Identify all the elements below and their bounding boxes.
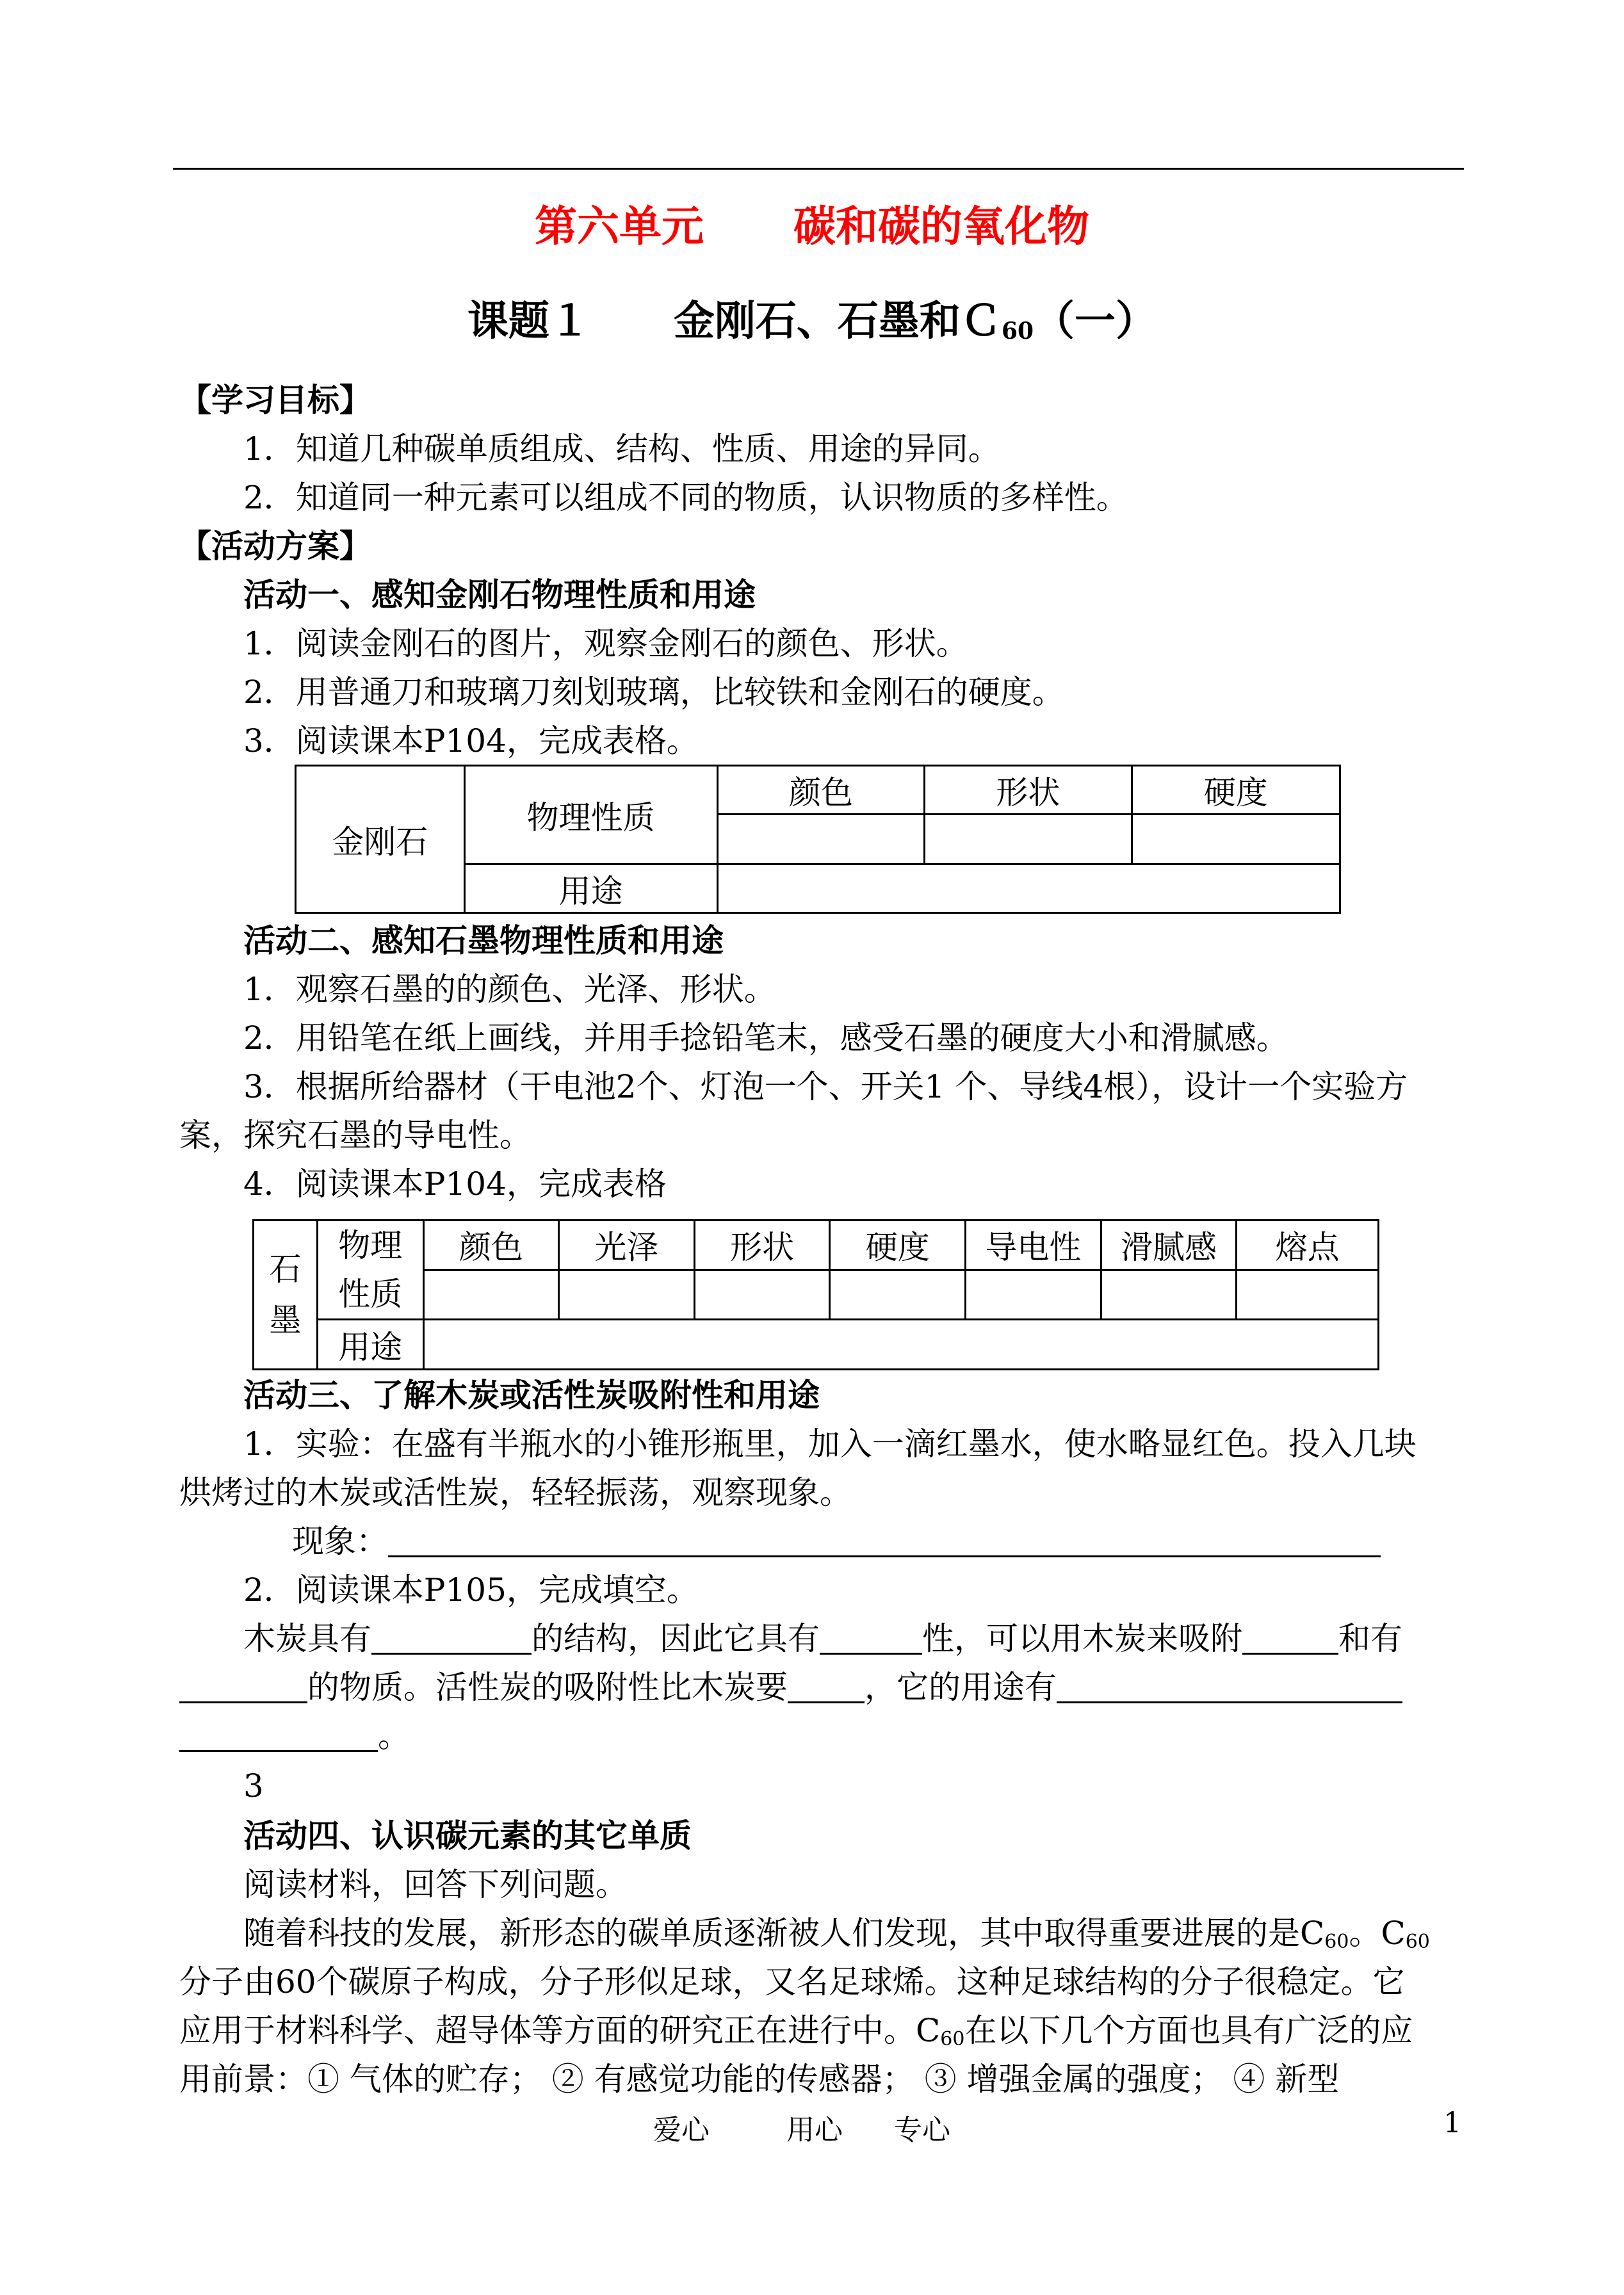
page-number: 1 — [1443, 2107, 1461, 2139]
use-label: 用途 — [317, 1320, 423, 1370]
graphite-table — [252, 1219, 1379, 1370]
activity1-item: 2．用普通刀和玻璃刀刻划玻璃，比较铁和金刚石的硬度。 — [243, 674, 1064, 711]
activity4-text: 用前景：① 气体的贮存； ② 有感觉功能的传感器； ③ 增强金属的强度； ④ 新型 — [179, 2061, 1340, 2098]
col-header: 熔点 — [1237, 1220, 1379, 1270]
goal-item: 2．知道同一种元素可以组成不同的物质，认识物质的多样性。 — [243, 479, 1128, 516]
unit-title: 第六单元 碳和碳的氧化物 — [535, 201, 1089, 251]
col-header: 形状 — [925, 766, 1132, 815]
goal-item: 1．知道几种碳单质组成、结构、性质、用途的异同。 — [243, 430, 1000, 467]
goals-heading: 【学习目标】 — [179, 381, 371, 419]
activity4-text: 阅读材料，回答下列问题。 — [243, 1866, 628, 1903]
header-rule — [173, 168, 1464, 170]
col-header: 硬度 — [1132, 766, 1340, 815]
col-header: 颜色 — [717, 766, 924, 815]
blank-cell[interactable] — [717, 815, 924, 864]
phenomenon-blank[interactable] — [388, 1527, 1381, 1557]
prop-label: 物理性质 — [464, 766, 717, 864]
col-header: 导电性 — [966, 1220, 1101, 1270]
blank-cell[interactable] — [694, 1270, 830, 1320]
blank-cell[interactable] — [1132, 815, 1340, 864]
stray-number: 3 — [243, 1767, 264, 1804]
activity2-heading: 活动二、感知石墨物理性质和用途 — [243, 921, 724, 959]
fill-line: 的物质。活性炭的吸附性比木炭要 ，它的用途有 — [179, 1662, 1402, 1712]
blank-cell[interactable] — [1101, 1270, 1237, 1320]
blank-cell[interactable] — [925, 815, 1132, 864]
col-header: 形状 — [694, 1220, 830, 1270]
diamond-name: 金刚石 — [296, 766, 465, 913]
activity4-text: 分子由60个碳原子构成，分子形似足球，又名足球烯。这种足球结构的分子很稳定。它 — [179, 1963, 1405, 2000]
activity3-text: 烘烤过的木炭或活性炭，轻轻振荡，观察现象。 — [179, 1474, 852, 1511]
blank-cell[interactable] — [966, 1270, 1101, 1320]
activity3-text: 1．实验：在盛有半瓶水的小锥形瓶里，加入一滴红墨水，使水略显红色。投入几块 — [243, 1425, 1417, 1463]
graphite-name: 石 墨 — [254, 1220, 318, 1370]
fill-line: 。 — [179, 1711, 410, 1761]
activity4-text: 应用于材料科学、超导体等方面的研究正在进行中。$C_{60}$在以下几个方面也具有广泛的应 — [179, 2012, 1413, 2050]
col-header: 颜色 — [423, 1220, 559, 1270]
fill-line: 木炭具有 的结构，因此它具有 性，可以用木炭来吸附 和有 — [243, 1620, 1402, 1657]
blank-cell[interactable] — [559, 1270, 695, 1320]
footer-motto: 爱心 用心 专心 — [653, 2114, 950, 2146]
activity1-item: 3．阅读课本P104，完成表格。 — [243, 722, 699, 759]
activity2-item: 3．根据所给器材（干电池2个、灯泡一个、开关1 个、导线4根），设计一个实验方 — [243, 1068, 1408, 1105]
col-header: 硬度 — [830, 1220, 966, 1270]
col-header: 滑腻感 — [1101, 1220, 1237, 1270]
activity3-text: 2．阅读课本P105，完成填空。 — [243, 1571, 699, 1609]
diamond-table — [295, 765, 1341, 914]
activity2-item: 2．用铅笔在纸上画线，并用手捻铅笔末，感受石墨的硬度大小和滑腻感。 — [243, 1019, 1288, 1057]
blank-cell[interactable] — [830, 1270, 966, 1320]
activity3-heading: 活动三、了解木炭或活性炭吸附性和用途 — [243, 1376, 820, 1414]
lesson-title: 课题１ 金刚石、石墨和Ｃ$_{60}$（一） — [467, 297, 1157, 345]
blank-cell[interactable] — [1237, 1270, 1379, 1320]
activity2-item: 案，探究石墨的导电性。 — [179, 1117, 532, 1154]
activity2-item: 4．阅读课本P104，完成表格 — [243, 1165, 667, 1203]
activity4-text: 随着科技的发展，新形态的碳单质逐渐被人们发现，其中取得重要进展的是$C_{60}$。$C_{60}$ — [243, 1915, 1430, 1953]
prop-label: 物理 性质 — [317, 1220, 423, 1320]
blank-cell[interactable] — [423, 1320, 1378, 1370]
activity1-heading: 活动一、感知金刚石物理性质和用途 — [243, 576, 756, 613]
activity2-item: 1．观察石墨的的颜色、光泽、形状。 — [243, 971, 776, 1008]
blank-cell[interactable] — [423, 1270, 559, 1320]
activity4-heading: 活动四、认识碳元素的其它单质 — [243, 1817, 692, 1854]
col-header: 光泽 — [559, 1220, 695, 1270]
phenomenon-line: 现象： — [292, 1516, 1381, 1566]
plan-heading: 【活动方案】 — [179, 527, 371, 565]
activity1-item: 1．阅读金刚石的图片，观察金刚石的颜色、形状。 — [243, 625, 968, 662]
use-label: 用途 — [464, 864, 717, 913]
blank-cell[interactable] — [717, 864, 1340, 913]
